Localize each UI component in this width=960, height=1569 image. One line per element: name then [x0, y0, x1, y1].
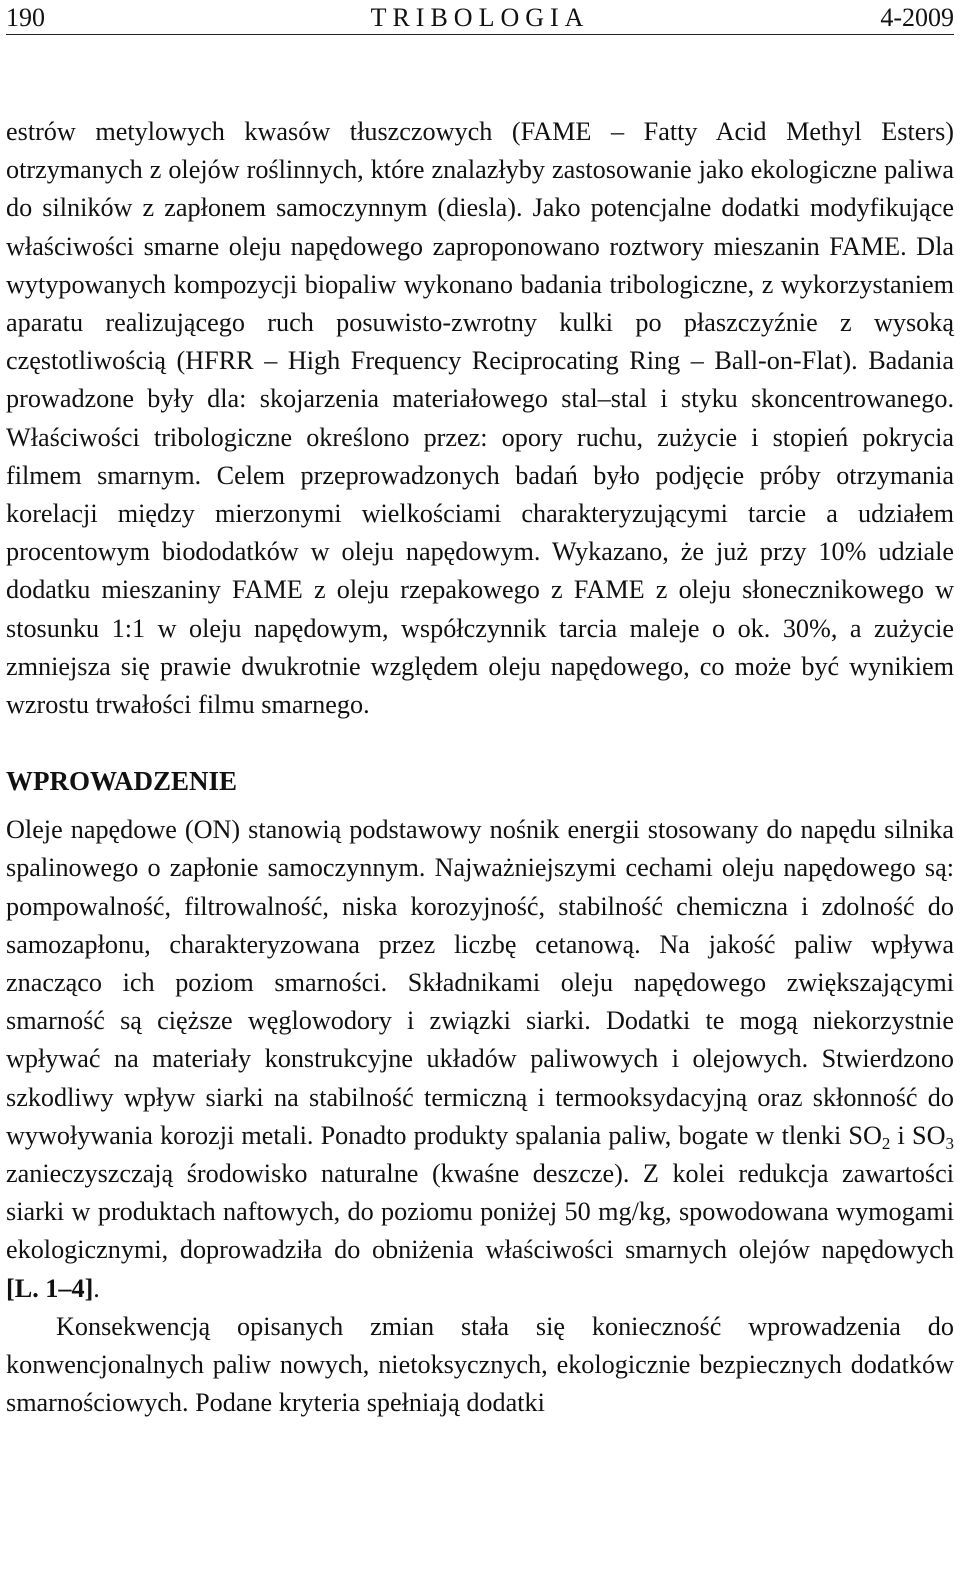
intro-paragraph-1: [6, 811, 954, 1308]
subscript: 3: [945, 1133, 954, 1153]
running-header: [6, 2, 954, 35]
subscript: 2: [881, 1133, 891, 1153]
paragraph-text: Oleje napędowe (ON) stanowią podstawowy nośnik energii stosowany do napędu silnika spalinowego o zapłonie samoczynnym. Najważniejszymi cechami oleju napędowego są: pompowalność, filtrowalność, niska korozyjność, stabilność chemiczna i zdolność do samozapłonu, charakteryzowana przez liczbę cetanową. Na jakość paliw wpływa znacząco ich poziom smarności. Składnikami oleju napędowego zwiększającymi smarność są cięższe węglowodory i związki siarki. Dodatki te mogą niekorzystnie wpływać na materiały konstrukcyjne układów paliwowych i olejowych. Stwierdzono szkodliwy wpływ siarki na stabilność termiczną i termooksydacyjną oraz skłonność do wywoływania korozji metali. Ponadto produkty spalania paliw, bogate w tlenki SO: [6, 815, 954, 1150]
intro-paragraph-2: Konsekwencją opisanych zmian stała się konieczność wprowadzenia do konwencjonalnych paliw nowych, nietoksycznych, ekologicznie bezpiecznych dodatków smarnościowych. Podane kryteria spełniają dodatki: [6, 1311, 954, 1418]
section-heading: WPROWADZENIE: [6, 766, 238, 797]
page-number: 190: [6, 3, 45, 32]
abstract-paragraph: estrów metylowych kwasów tłuszczowych (FAME – Fatty Acid Methyl Esters) otrzymanych z olejów roślinnych, które znalazłyby zastosowanie jako ekologiczne paliwa do silników z zapłonem samoczynnym (diesla). Jako potencjalne dodatki modyfikujące właściwości smarne oleju napędowego zaproponowano roztwory mieszanin FAME. Dla wytypowanych kompozycji biopaliw wykonano badania tribologiczne, z wykorzystaniem aparatu realizującego ruch posuwisto-zwrotny kulki po płaszczyźnie z wysoką częstotliwością (HFRR – High Frequency Reciprocating Ring – Ball-on-Flat). Badania prowadzone były dla: skojarzenia materiałowego stal–stal i styku skoncentrowanego. Właściwości tribologiczne określono przez: opory ruchu, zużycie i stopień pokrycia filmem smarnym. Celem przeprowadzonych badań było podjęcie próby otrzymania korelacji między mierzonymi wielkościami charakteryzującymi tarcie a udziałem procentowym biododatków w oleju napędowym. Wykazano, że już przy 10% udziale dodatku mieszaniny FAME z oleju rzepakowego z FAME z oleju słonecznikowego w stosunku 1:1 w oleju napędowym, współczynnik tarcia maleje o ok. 30%, a zużycie zmniejsza się prawie dwukrotnie względem oleju napędowego, co może być wynikiem wzrostu trwałości filmu smarnego.: [6, 117, 954, 720]
paragraph-text: i SO: [890, 1120, 946, 1150]
issue-number: 4-2009: [880, 3, 954, 32]
paragraph-text: .: [93, 1273, 100, 1303]
citation: [L. 1–4]: [6, 1273, 94, 1303]
paragraph-text: zanieczyszczają środowisko naturalne (kwaśne deszcze). Z kolei redukcja zawartości siarki w produktach naftowych, do poziomu poniżej 50 mg/kg, spowodowana wymogami ekologicznymi, doprowadziła do obniżenia właściwości smarnych olejów napędowych: [6, 1159, 954, 1265]
page-body: [6, 113, 954, 1423]
journal-title: TRIBOLOGIA: [370, 3, 590, 32]
